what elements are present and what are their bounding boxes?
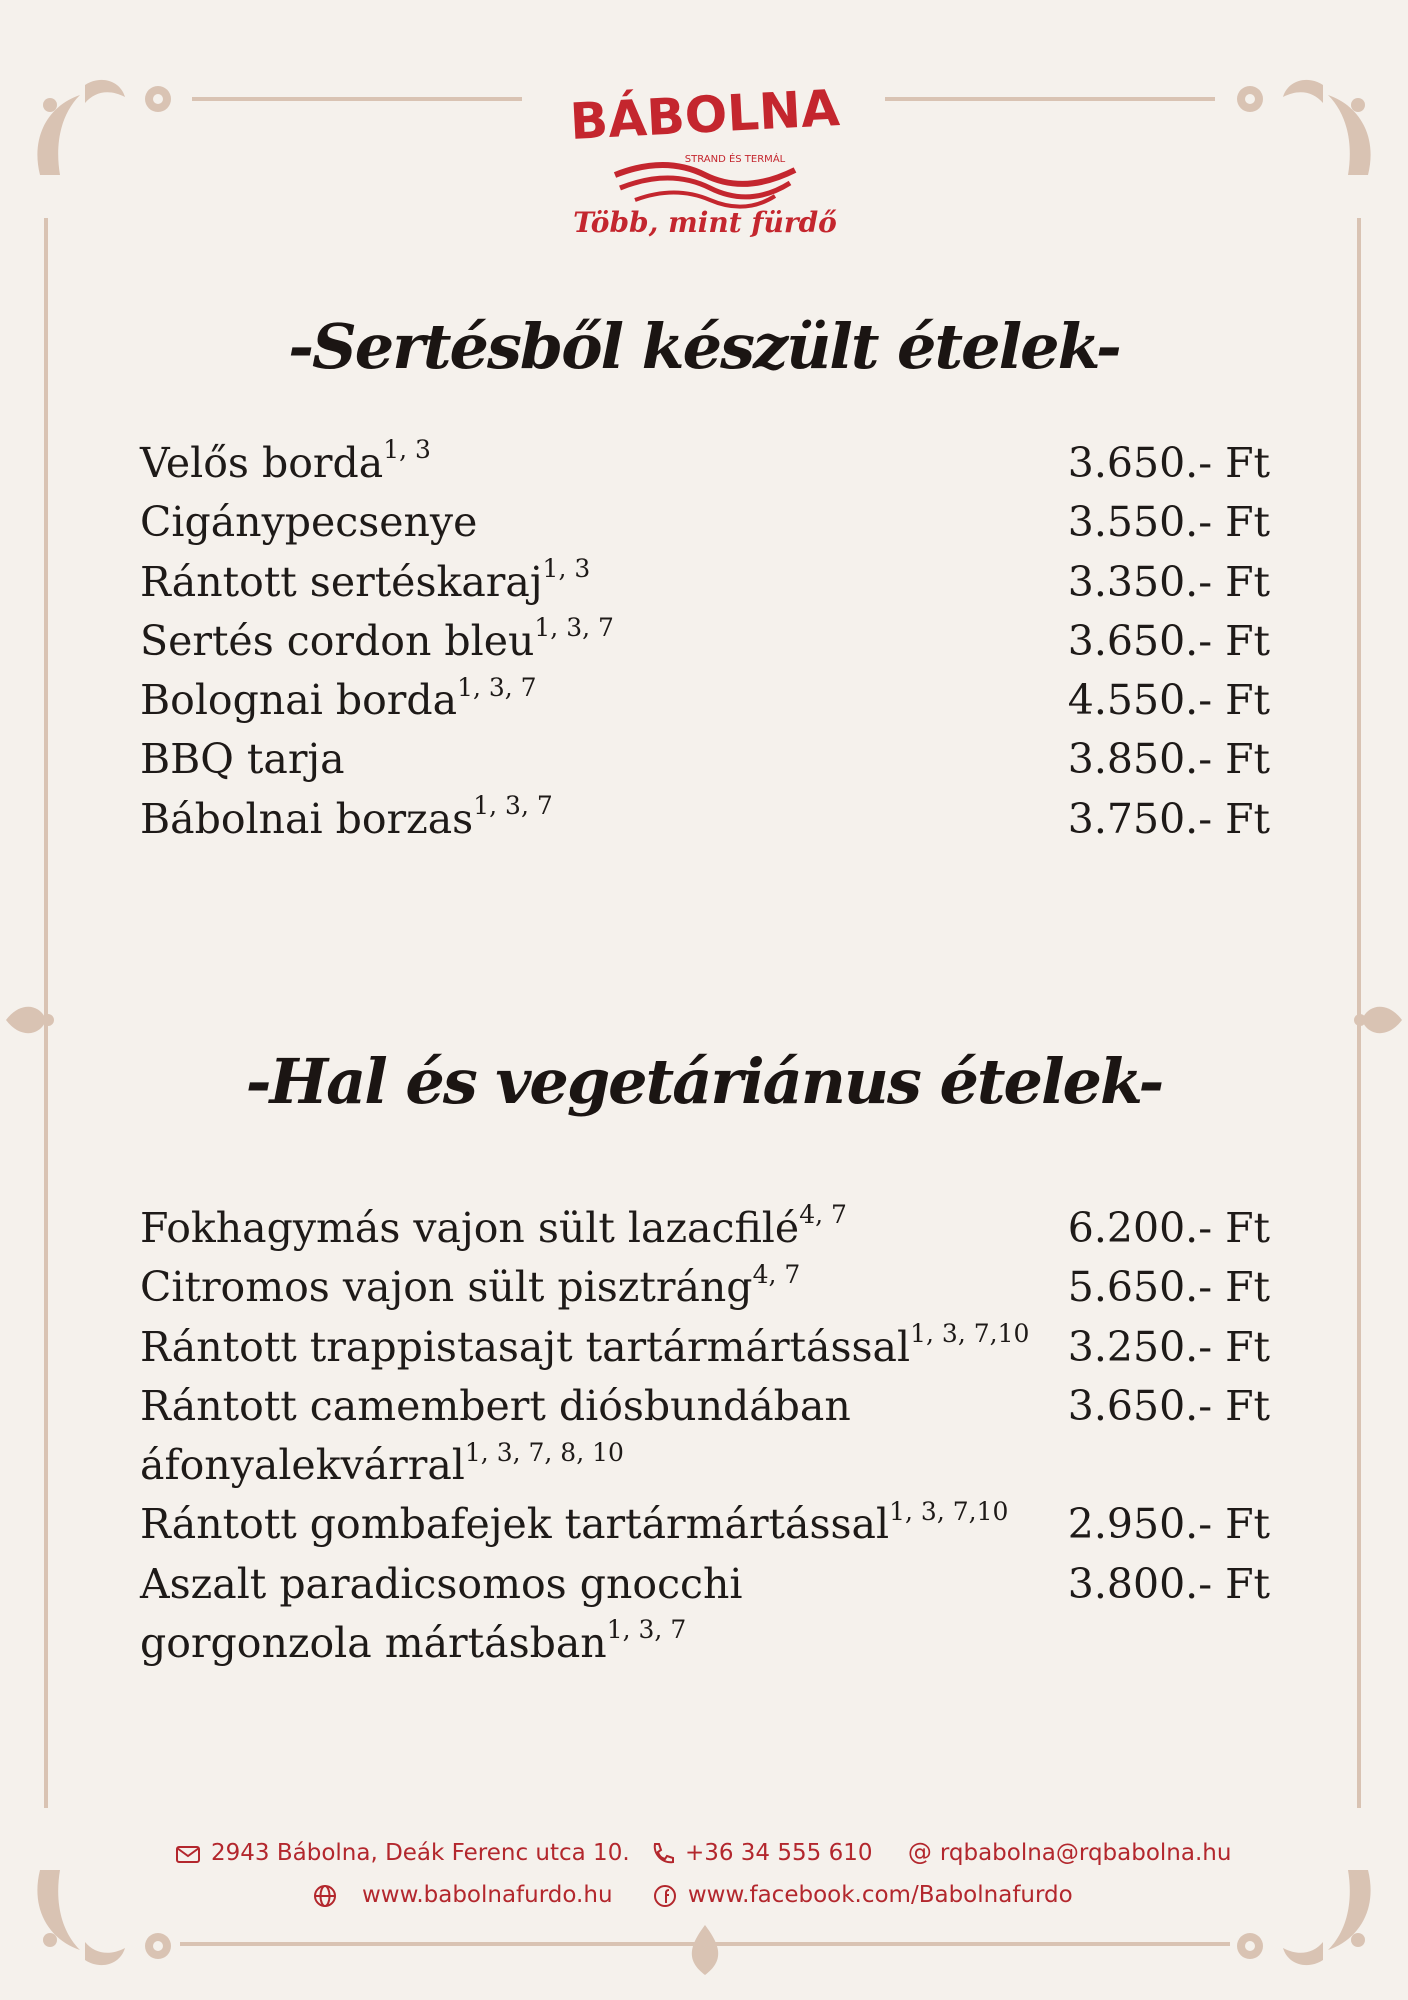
- dish-price: 3.650.- Ft: [1067, 1381, 1270, 1430]
- allergen-codes: 1, 3, 7: [473, 791, 553, 821]
- footer-facebook[interactable]: www.facebook.com/Babolnafurdo: [687, 1882, 1073, 1908]
- side-ornament-icon: [1352, 990, 1402, 1050]
- phone-icon: [649, 1841, 675, 1867]
- facebook-icon: [652, 1883, 678, 1909]
- allergen-codes: 1, 3, 7: [457, 672, 537, 702]
- menu-item: [140, 1377, 1270, 1496]
- corner-ornament-icon: [30, 1860, 190, 1970]
- menu-item: [140, 1495, 1270, 1554]
- frame-top-right-line: [885, 97, 1215, 101]
- menu-item: [140, 553, 1270, 612]
- footer-address: 2943 Bábolna, Deák Ferenc utca 10.: [211, 1840, 630, 1866]
- footer-contact-row-2: [312, 1882, 1212, 1909]
- dish-name: Bábolnai borzas$^{1, 3, 7}$: [140, 791, 553, 843]
- at-icon: @: [907, 1838, 932, 1866]
- menu-item: [140, 1258, 1270, 1317]
- menu-item: [140, 1318, 1270, 1377]
- dish-name: Fokhagymás vajon sült lazacfilé$^{4, 7}$: [140, 1200, 847, 1252]
- dish-price: 3.650.- Ft: [1067, 616, 1270, 665]
- menu-item: [140, 1199, 1270, 1258]
- dish-price: 3.650.- Ft: [1067, 439, 1270, 487]
- footer-phone[interactable]: +36 34 555 610: [684, 1840, 873, 1866]
- mail-icon: [175, 1841, 201, 1867]
- dish-name: Citromos vajon sült pisztráng$^{4, 7}$: [140, 1259, 801, 1312]
- allergen-codes: 1, 3, 7: [606, 1615, 687, 1645]
- allergen-codes: 1, 3, 7, 8, 10: [464, 1437, 624, 1467]
- dish-price: 3.250.- Ft: [1067, 1322, 1270, 1371]
- brand-subtitle: STRAND ÉS TERMÁL: [684, 154, 786, 165]
- globe-icon: [312, 1883, 338, 1909]
- dish-price: 3.550.- Ft: [1067, 498, 1270, 547]
- dish-price: 3.750.- Ft: [1067, 794, 1270, 843]
- menu-item: [140, 434, 1270, 493]
- dish-price: 5.650.- Ft: [1067, 1263, 1270, 1312]
- menu-item: [140, 671, 1270, 730]
- dish-name: Rántott sertéskaraj$^{1, 3}$: [140, 553, 591, 606]
- menu-item: [140, 612, 1270, 671]
- dish-price: 6.200.- Ft: [1067, 1204, 1270, 1252]
- corner-ornament-icon: [1218, 1860, 1378, 1970]
- footer-email[interactable]: rqbabolna@rqbabolna.hu: [939, 1840, 1232, 1866]
- dish-name: Sertés cordon bleu$^{1, 3, 7}$: [140, 613, 614, 665]
- corner-ornament-icon: [30, 75, 190, 185]
- allergen-codes: 1, 3, 7,10: [889, 1496, 1009, 1526]
- brand-slogan: Több, mint fürdő: [573, 206, 837, 239]
- brand-logo: [555, 70, 855, 240]
- side-ornament-icon: [6, 990, 56, 1050]
- dish-name: Aszalt paradicsomos gnocchi gorgonzola mártásban$^{1, 3, 7}$: [140, 1559, 743, 1668]
- allergen-codes: 1, 3, 7,10: [910, 1318, 1030, 1348]
- bottom-center-ornament-icon: [670, 1925, 740, 1975]
- menu-item: [140, 790, 1270, 849]
- frame-top-left-line: [192, 97, 522, 101]
- menu-list-pork: [140, 434, 1270, 849]
- footer-contact-row-1: [175, 1838, 1275, 1867]
- allergen-codes: 1, 3: [383, 435, 431, 465]
- dish-price: 2.950.- Ft: [1067, 1500, 1270, 1549]
- dish-price: 3.350.- Ft: [1067, 557, 1270, 606]
- dish-price: 4.550.- Ft: [1067, 676, 1270, 725]
- dish-name: Rántott camembert diósbundában áfonyalekvárral$^{1, 3, 7, 8, 10}$: [140, 1381, 851, 1490]
- dish-price: 3.800.- Ft: [1067, 1559, 1270, 1608]
- brand-name: BÁBOLNA: [568, 78, 841, 152]
- allergen-codes: 4, 7: [752, 1259, 801, 1289]
- menu-item: [140, 730, 1270, 789]
- dish-price: 3.850.- Ft: [1067, 735, 1270, 784]
- dish-name: Bolognai borda$^{1, 3, 7}$: [140, 672, 537, 725]
- dish-name: Rántott gombafejek tartármártással$^{1, 3, 7,10}$: [140, 1496, 1009, 1549]
- allergen-codes: 4, 7: [799, 1200, 847, 1230]
- menu-item: [140, 493, 1270, 552]
- dish-name: BBQ tarja: [140, 735, 345, 784]
- dish-name: Rántott trappistasajt tartármártással$^{1, 3, 7,10}$: [140, 1318, 1030, 1371]
- dish-name: Cigánypecsenye: [140, 498, 478, 547]
- allergen-codes: 1, 3: [542, 553, 591, 583]
- menu-list-fish-veg: [140, 1199, 1270, 1673]
- section-title-fish-veg: -Hal és vegetáriánus ételek-: [245, 1045, 1163, 1118]
- footer-website[interactable]: www.babolnafurdo.hu: [362, 1882, 613, 1908]
- allergen-codes: 1, 3, 7: [534, 613, 614, 643]
- section-title-pork: -Sertésből készült ételek-: [288, 310, 1120, 383]
- menu-item: [140, 1555, 1270, 1674]
- dish-name: Velős borda$^{1, 3}$: [140, 435, 431, 487]
- corner-ornament-icon: [1218, 75, 1378, 185]
